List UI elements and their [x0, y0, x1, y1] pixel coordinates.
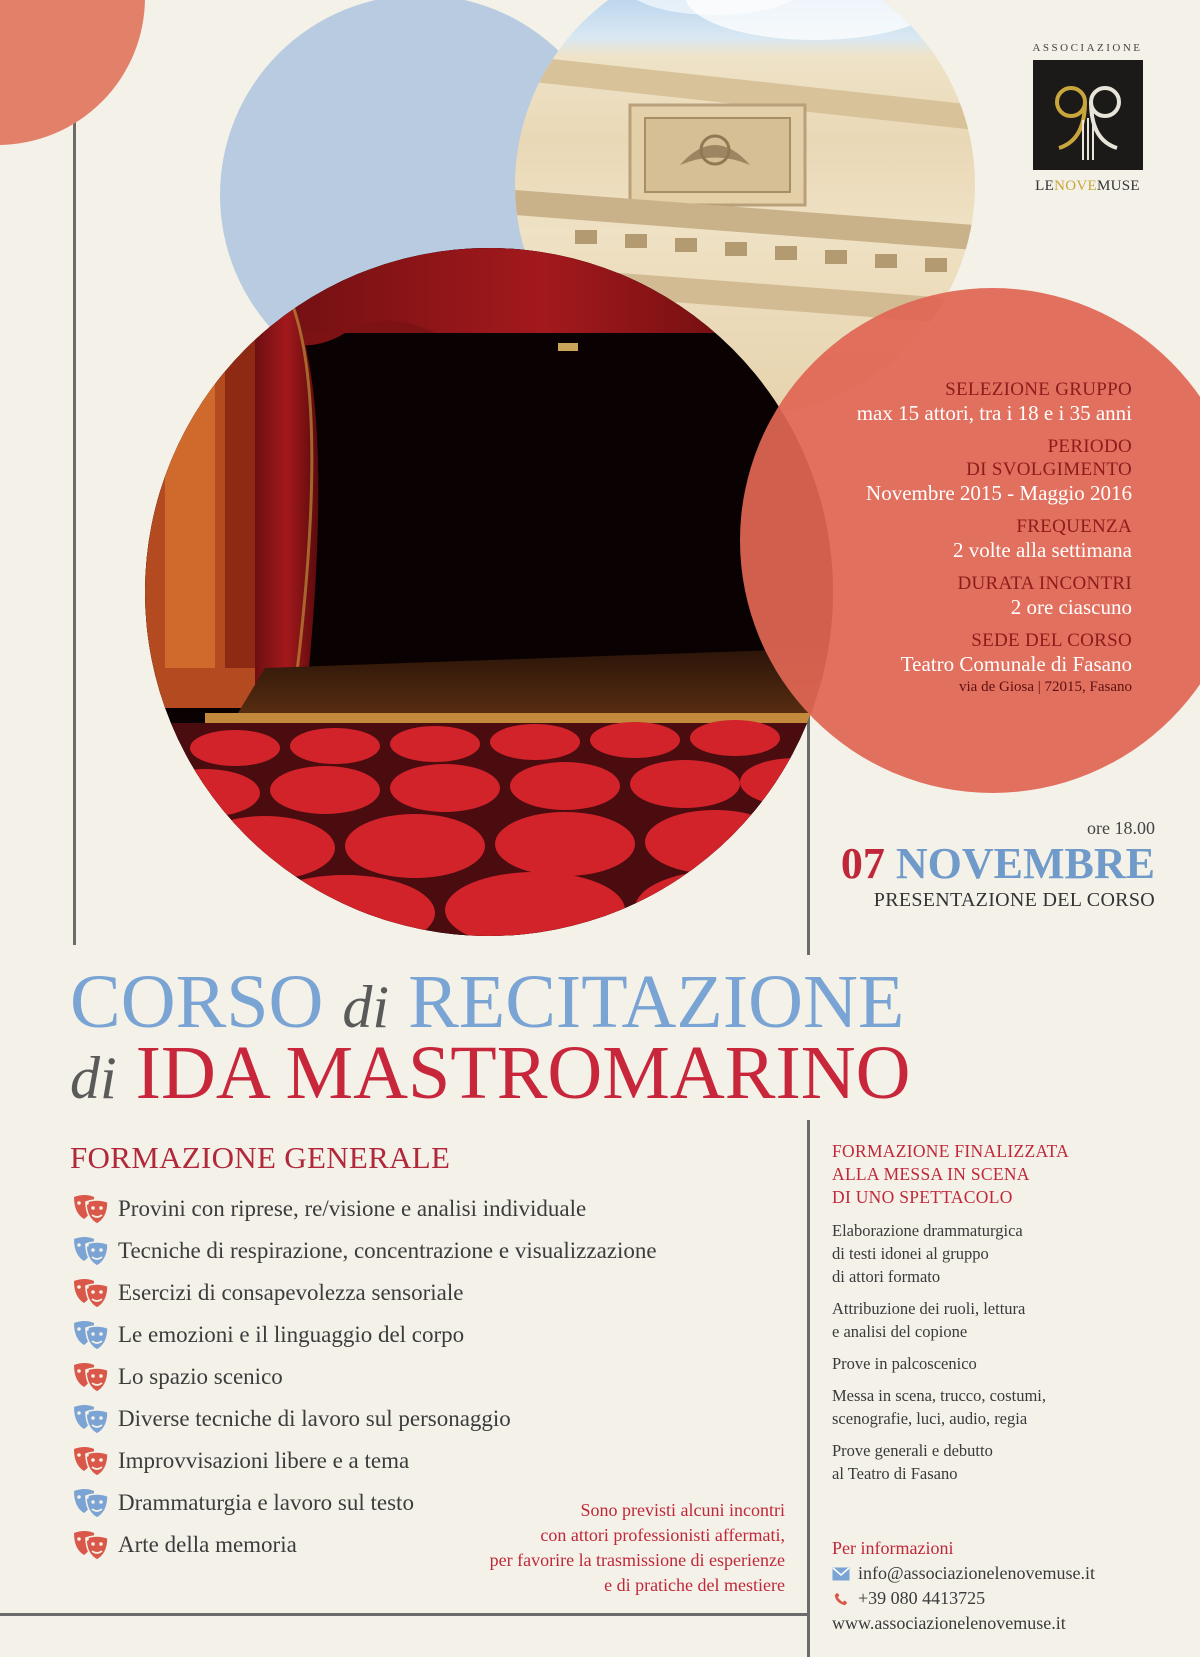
website-row[interactable] [832, 1611, 1162, 1636]
venue-value: Teatro Comunale di Fasano [900, 652, 1132, 676]
right-column-rule [807, 1120, 810, 1657]
email-row[interactable] [832, 1561, 1162, 1586]
general-training-text: Esercizi di consapevolezza sensoriale [118, 1280, 464, 1305]
note-line3: per favorire la trasmissione di esperienze [489, 1550, 785, 1570]
general-training-item [72, 1356, 657, 1398]
staging-item: Messa in scena, trucco, costumi, scenografie, luci, audio, regia [832, 1386, 1046, 1428]
staging-training-list [832, 1219, 1132, 1494]
general-training-text: Arte della memoria [118, 1532, 297, 1557]
logo-name-muse: MUSE [1096, 178, 1140, 194]
selection-value: max 15 attori, tra i 18 e i 35 anni [856, 401, 1132, 425]
general-training-text: Le emozioni e il linguaggio del corpo [118, 1322, 465, 1347]
staging-heading-line3: DI UNO SPETTACOLO [832, 1187, 1013, 1207]
duration-info [732, 572, 1132, 620]
contact-info [832, 1536, 1162, 1636]
contact-website[interactable]: www.associazionelenovemuse.it [832, 1613, 1066, 1633]
coral-corner-circle [0, 0, 145, 145]
general-training-item [72, 1230, 657, 1272]
note-line2: con attori professionisti affermati, [540, 1525, 785, 1545]
presentation-date [841, 818, 1155, 912]
stage-drawing [145, 248, 833, 936]
venue-info [732, 629, 1132, 697]
general-training-text: Lo spazio scenico [118, 1364, 283, 1389]
phone-row[interactable] [832, 1586, 1162, 1611]
title-di-2: di [70, 1045, 117, 1111]
staging-item: Prove generali e debutto al Teatro di Fasano [832, 1441, 993, 1483]
contact-title: Per informazioni [832, 1538, 954, 1558]
title-teacher-name: IDA MASTROMARINO [135, 1031, 911, 1115]
general-training-text: Provini con riprese, re/visione e analisi individuale [118, 1196, 587, 1221]
duration-title: DURATA INCONTRI [957, 573, 1132, 594]
general-training-item [72, 1314, 657, 1356]
theater-masks-icon [72, 1529, 110, 1561]
period-title-line2: DI SVOLGIMENTO [966, 459, 1132, 480]
frequency-title: FREQUENZA [1016, 516, 1132, 537]
logo-mark [1033, 60, 1143, 170]
general-training-text: Diverse tecniche di lavoro sul personaggio [118, 1406, 511, 1431]
theater-masks-icon [72, 1193, 110, 1225]
course-info-panel [732, 378, 1132, 706]
general-training-item [72, 1440, 657, 1482]
presentation-label: PRESENTAZIONE DEL CORSO [873, 889, 1155, 911]
theater-masks-icon [72, 1319, 110, 1351]
presentation-time: ore 18.00 [1087, 818, 1155, 838]
title-recitazione: RECITAZIONE [408, 960, 905, 1044]
association-logo [1030, 42, 1145, 195]
frequency-info [732, 515, 1132, 563]
staging-item: Prove in palcoscenico [832, 1354, 977, 1373]
theater-masks-icon [72, 1235, 110, 1267]
professional-actors-note [420, 1498, 785, 1598]
general-training-text: Drammaturgia e lavoro sul testo [118, 1490, 414, 1515]
period-value: Novembre 2015 - Maggio 2016 [866, 481, 1132, 505]
contact-phone[interactable]: +39 080 4413725 [858, 1588, 986, 1608]
general-training-item [72, 1188, 657, 1230]
venue-address: via de Giosa | 72015, Fasano [959, 679, 1132, 695]
general-training-text: Improvvisazioni libere e a tema [118, 1448, 410, 1473]
frequency-value: 2 volte alla settimana [952, 538, 1132, 562]
theater-masks-icon [72, 1487, 110, 1519]
note-line4: e di pratiche del mestiere [604, 1575, 785, 1595]
envelope-icon [832, 1567, 850, 1581]
phone-icon [832, 1592, 850, 1606]
logo-top-text: ASSOCIAZIONE [1032, 42, 1143, 54]
logo-name [1030, 178, 1145, 195]
theater-masks-icon [72, 1445, 110, 1477]
general-training-item [72, 1272, 657, 1314]
general-training-item [72, 1398, 657, 1440]
bottom-horizontal-rule [0, 1613, 808, 1616]
selection-info [732, 378, 1132, 426]
logo-name-le: LE [1035, 178, 1055, 194]
contact-email[interactable]: info@associazionelenovemuse.it [858, 1563, 1096, 1583]
staging-heading-line1: FORMAZIONE FINALIZZATA [832, 1141, 1070, 1161]
note-line1: Sono previsti alcuni incontri [580, 1500, 785, 1520]
duration-value: 2 ore ciascuno [1010, 595, 1132, 619]
staging-item: Attribuzione dei ruoli, lettura e analisi del copione [832, 1299, 1026, 1341]
period-title-line1: PERIODO [1047, 436, 1132, 457]
title-corso: CORSO [70, 960, 324, 1044]
staging-item: Elaborazione drammaturgica di testi idonei al gruppo di attori formato [832, 1221, 1023, 1286]
date-month: NOVEMBRE [895, 839, 1155, 888]
lyre-icon [1033, 60, 1143, 170]
theater-masks-icon [72, 1403, 110, 1435]
general-training-text: Tecniche di respirazione, concentrazione e visualizzazione [118, 1238, 657, 1263]
theater-stage-image [145, 248, 833, 936]
theater-masks-icon [72, 1361, 110, 1393]
left-vertical-rule [73, 120, 76, 945]
logo-name-nove: NOVE [1054, 178, 1097, 194]
title-line2 [70, 1033, 911, 1118]
theater-masks-icon [72, 1277, 110, 1309]
date-line [841, 839, 1155, 889]
staging-training-heading [832, 1140, 1132, 1209]
general-training-heading: FORMAZIONE GENERALE [70, 1140, 451, 1175]
selection-title: SELEZIONE GRUPPO [945, 379, 1132, 400]
title-di: di [342, 974, 390, 1040]
venue-title: SEDE DEL CORSO [971, 630, 1132, 651]
staging-heading-line2: ALLA MESSA IN SCENA [832, 1164, 1030, 1184]
middle-vertical-rule [807, 690, 810, 955]
period-info [732, 435, 1132, 506]
date-day: 07 [840, 839, 885, 888]
